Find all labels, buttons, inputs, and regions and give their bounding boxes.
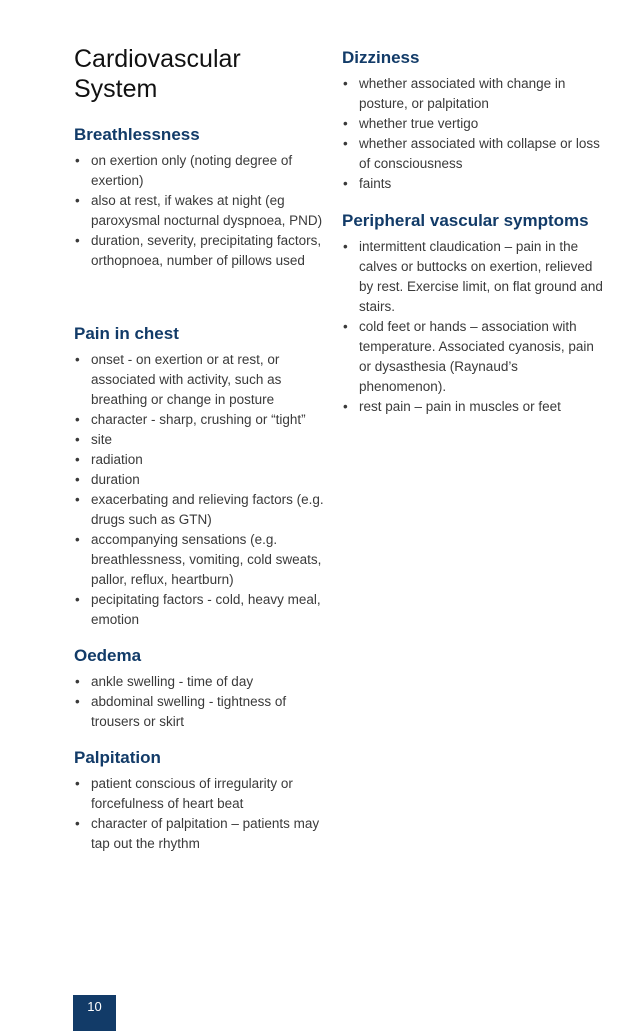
list-item: • intermittent claudication – pain in the calves or buttocks on exertion, relieved by rest. Exercise limit, on flat ground and stairs.	[342, 237, 604, 317]
list-item: • exacerbating and relieving factors (e.g. drugs such as GTN)	[74, 490, 324, 530]
list-item: • patient conscious of irregularity or forcefulness of heart beat	[74, 774, 324, 814]
section-heading: Palpitation	[74, 748, 161, 767]
page-number-badge	[73, 995, 116, 1031]
section-pain-in-chest	[74, 323, 324, 630]
bullet-list	[74, 151, 324, 271]
list-item: • character - sharp, crushing or “tight”	[74, 410, 324, 430]
list-item: • rest pain – pain in muscles or feet	[342, 397, 604, 417]
list-item: • on exertion only (noting degree of exertion)	[74, 151, 324, 191]
list-item: • pecipitating factors - cold, heavy meal, emotion	[74, 590, 324, 630]
section-heading: Dizziness	[342, 48, 420, 67]
list-item: • whether associated with change in posture, or palpitation	[342, 74, 604, 114]
section-peripheral-vascular	[342, 210, 604, 417]
bullet-list	[342, 237, 604, 417]
list-item: • duration, severity, precipitating factors, orthopnoea, number of pillows used	[74, 231, 324, 271]
list-item: • accompanying sensations (e.g. breathlessness, vomiting, cold sweats, pallor, reflux, heartburn)	[74, 530, 324, 590]
list-item: • also at rest, if wakes at night (eg paroxysmal nocturnal dyspnoea, PND)	[74, 191, 324, 231]
section-heading: Breathlessness	[74, 125, 200, 144]
list-item: • character of palpitation – patients may tap out the rhythm	[74, 814, 324, 854]
list-item: • faints	[342, 174, 604, 194]
section-dizziness	[342, 47, 604, 194]
list-item: • duration	[74, 470, 324, 490]
bullet-list	[74, 774, 324, 854]
bullet-list	[74, 672, 324, 732]
list-item: • onset - on exertion or at rest, or associated with activity, such as breathing or change in posture	[74, 350, 324, 410]
list-item: • abdominal swelling - tightness of trousers or skirt	[74, 692, 324, 732]
section-heading: Pain in chest	[74, 324, 179, 343]
list-item: • cold feet or hands – association with temperature. Associated cyanosis, pain or dysasthesia (Raynaud’s phenomenon).	[342, 317, 604, 397]
list-item: • ankle swelling - time of day	[74, 672, 324, 692]
section-heading: Oedema	[74, 646, 142, 665]
bullet-list	[342, 74, 604, 194]
list-item: • whether associated with collapse or loss of consciousness	[342, 134, 604, 174]
section-breathlessness	[74, 124, 324, 271]
list-item: • radiation	[74, 450, 324, 470]
section-heading: Peripheral vascular symptoms	[342, 211, 589, 230]
bullet-list	[74, 350, 324, 630]
section-oedema	[74, 645, 324, 732]
list-item: • site	[74, 430, 324, 450]
page-title: Cardiovascular System	[74, 45, 241, 103]
list-item: • whether true vertigo	[342, 114, 604, 134]
page-number: 10	[87, 999, 102, 1014]
section-palpitation	[74, 747, 324, 854]
